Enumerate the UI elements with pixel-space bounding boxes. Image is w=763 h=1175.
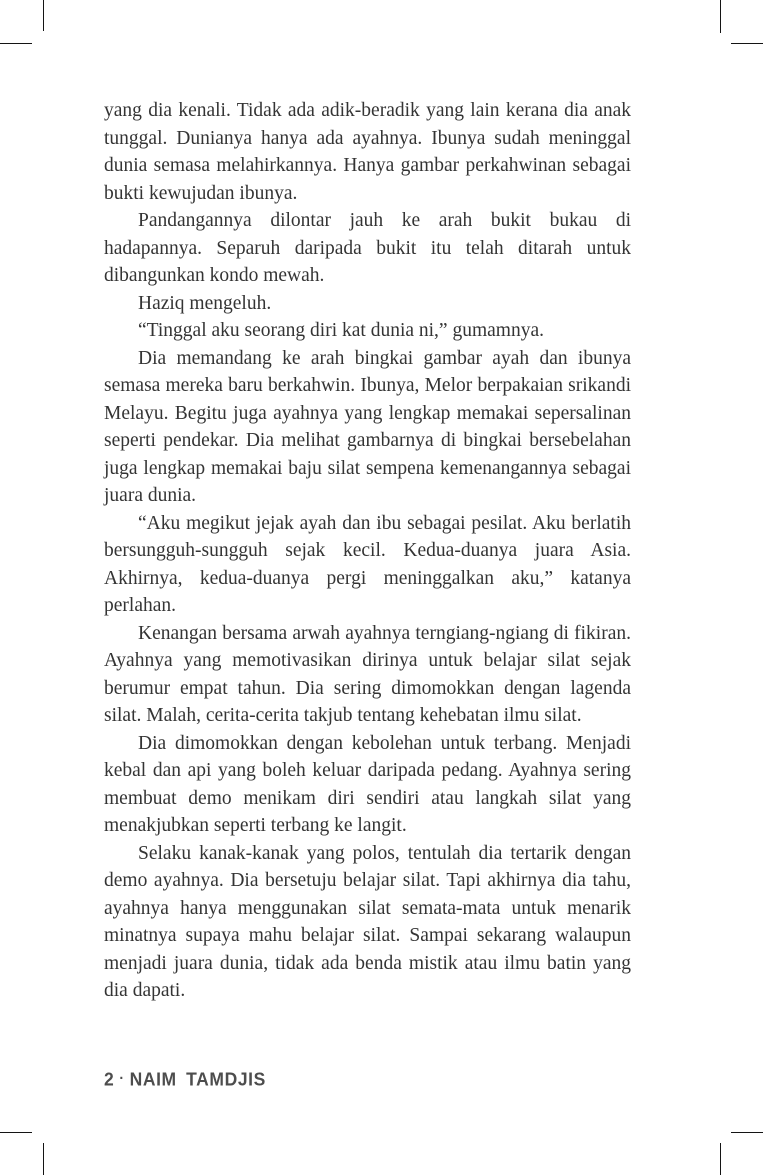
paragraph: Selaku kanak-kanak yang polos, tentulah dia tertarik dengan demo ayahnya. Dia bersetuju belajar silat. Tapi akhirnya dia tahu, ayahnya hanya menggunakan silat semata-mata untuk menarik minatnya supaya mahu belajar silat. Sampai sekarang walaupun menjadi juara dunia, tidak ada benda mistik atau ilmu batin yang dia dapati. [104,842,631,1001]
paragraph: Dia memandang ke arah bingkai gambar ayah dan ibunya semasa mereka baru berkahwin. Ibunya, Melor berpakaian srikandi Melayu. Begitu juga ayahnya yang lengkap memakai sepersalinan seperti pendekar. Dia melihat gambarnya di bingkai bersebelahan juga lengkap memakai baju silat sempena kemenangannya sebagai juara dunia. [104,347,631,506]
crop-mark-top-left-vertical [43,0,44,31]
paragraph: “Tinggal aku seorang diri kat dunia ni,” gumamnya. [138,320,544,341]
page-number: 2 [104,1068,115,1090]
page-footer [104,1068,266,1091]
crop-mark-bottom-left-vertical [43,1143,44,1175]
crop-mark-top-left-horizontal [0,43,32,44]
paragraph: Pandangannya dilontar jauh ke arah bukit bukau di hadapannya. Separuh daripada bukit itu telah ditarah untuk dibangunkan kondo mewah. [104,210,631,286]
paragraph: Haziq mengeluh. [138,292,272,314]
paragraph: “Aku megikut jejak ayah dan ibu sebagai pesilat. Aku berlatih bersungguh-sungguh sejak kecil. Kedua-duanya juara Asia. Akhirnya, kedua-duanya pergi meninggalkan aku,” katanya perlahan. [104,512,631,616]
author-name: NAIM TAMDJIS [129,1068,266,1090]
body-text-block [104,97,631,1005]
crop-mark-bottom-right-horizontal [731,1132,763,1133]
crop-mark-top-right-horizontal [731,43,763,44]
paragraph: Dia dimomokkan dengan kebolehan untuk terbang. Menjadi kebal dan api yang boleh keluar daripada pedang. Ayahnya sering membuat demo menikam diri sendiri atau langkah silat yang menakjubkan seperti terbang ke langit. [104,732,631,836]
paragraph: yang dia kenali. Tidak ada adik-beradik yang lain kerana dia anak tunggal. Dunianya hanya ada ayahnya. Ibunya sudah meninggal dunia semasa melahirkannya. Hanya gambar perkahwinan sebagai bukti kewujudan ibunya. [104,100,631,204]
crop-mark-top-right-vertical [720,0,721,33]
paragraph: Kenangan bersama arwah ayahnya terngiang-ngiang di fikiran. Ayahnya yang memotivasikan dirinya untuk belajar silat sejak berumur empat tahun. Dia sering dimomokkan dengan lagenda silat. Malah, cerita-cerita takjub tentang kehebatan ilmu silat. [104,622,631,726]
footer-separator-dot: · [119,1069,125,1087]
crop-mark-bottom-left-horizontal [0,1132,32,1133]
crop-mark-bottom-right-vertical [720,1143,721,1175]
